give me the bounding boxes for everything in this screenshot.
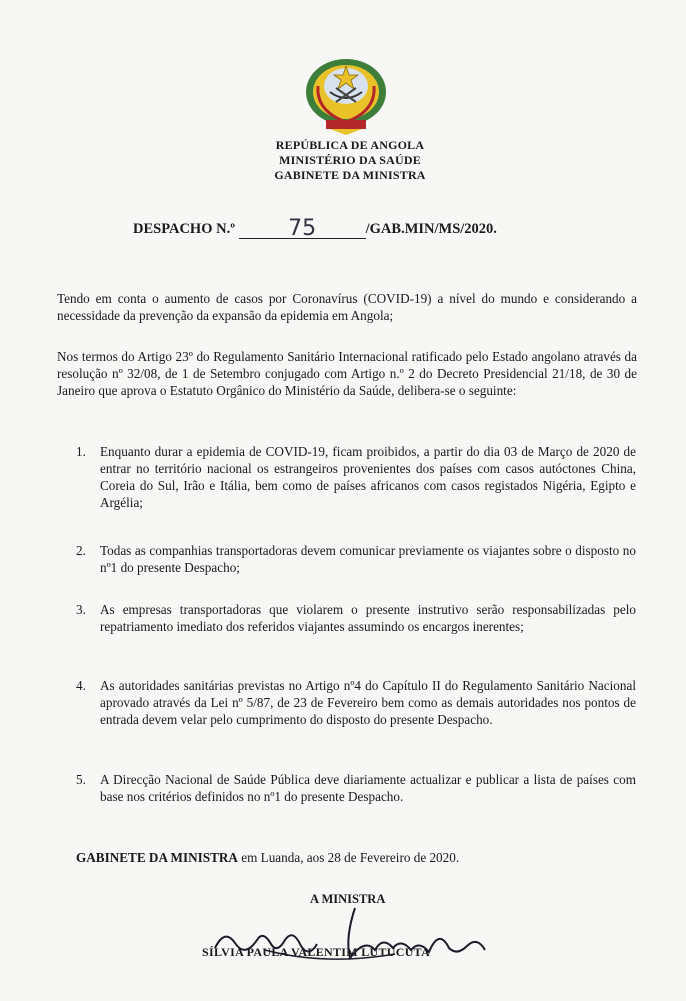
list-item-text: Todas as companhias transportadoras devem comunicar previamente os viajantes sobre o disposto no nº1 do presente Despacho; bbox=[100, 543, 636, 575]
despacho-prefix: DESPACHO N.º bbox=[133, 221, 235, 237]
list-item-number: 5. bbox=[76, 772, 86, 787]
handwritten-signature bbox=[205, 888, 515, 978]
despacho-suffix: /GAB.MIN/MS/2020. bbox=[365, 221, 497, 237]
list-item-text: A Direcção Nacional de Saúde Pública deve diariamente actualizar e publicar a lista de países com base nos critérios definidos no nº1 do presente Despacho. bbox=[100, 772, 636, 804]
list-item bbox=[76, 542, 636, 576]
list-item-number: 4. bbox=[76, 678, 86, 693]
list-item-number: 1. bbox=[76, 444, 86, 459]
legal-basis-paragraph: Nos termos do Artigo 23º do Regulamento Sanitário Internacional ratificado pelo Estado angolano através da resolução nº 32/08, de 1 de Setembro conjugado com Artigo n.º 2 do Decreto Presidencial 21/18, de 30 de Janeiro que aprova o Estatuto Orgânico do Ministério da Saúde, delibera-se o seguinte: bbox=[57, 349, 637, 398]
header-cabinet: GABINETE DA MINISTRA bbox=[274, 168, 426, 182]
list-item-text: As autoridades sanitárias previstas no Artigo nº4 do Capítulo II do Regulamento Sanitário Nacional aprovado através da Lei nº 5/87, de 23 de Fevereiro bem como as demais autoridades nos pontos de entrada devem velar pelo cumprimento do disposto do presente Despacho. bbox=[100, 678, 636, 727]
header-ministry: MINISTÉRIO DA SAÚDE bbox=[279, 153, 421, 167]
list-item bbox=[76, 677, 636, 728]
ministry-header bbox=[0, 138, 686, 183]
list-item-number: 2. bbox=[76, 543, 86, 558]
angola-coat-of-arms-icon bbox=[302, 56, 390, 136]
list-item bbox=[76, 443, 636, 511]
list-item bbox=[76, 601, 636, 635]
closing-line bbox=[76, 850, 459, 866]
despacho-title bbox=[133, 216, 497, 241]
list-item-text: As empresas transportadoras que violarem o presente instrutivo serão responsabilizadas pelo repatriamento imediato dos referidos viajantes assumindo os encargos inerentes; bbox=[100, 602, 636, 634]
closing-place-date: em Luanda, aos 28 de Fevereiro de 2020. bbox=[237, 850, 460, 865]
list-item bbox=[76, 771, 636, 805]
despacho-number: 75 bbox=[239, 220, 366, 239]
signatory-name: SÍLVIA PAULA VALENTIM LUTUCUTA bbox=[202, 945, 431, 959]
signatory-title: A MINISTRA bbox=[310, 892, 386, 906]
list-item-number: 3. bbox=[76, 602, 86, 617]
intro-paragraph: Tendo em conta o aumento de casos por Coronavírus (COVID-19) a nível do mundo e considerando a necessidade da prevenção da expansão da epidemia em Angola; bbox=[57, 291, 637, 323]
header-republic: REPÚBLICA DE ANGOLA bbox=[275, 138, 425, 152]
list-item-text: Enquanto durar a epidemia de COVID-19, ficam proibidos, a partir do dia 03 de Março de 2020 de entrar no território nacional os estrangeiros provenientes dos países com casos autóctones China, Coreia do Sul, Irão e Itália, bem como de países africanos com casos registados Nigéria, Egipto e Argélia; bbox=[100, 444, 636, 510]
closing-cabinet: GABINETE DA MINISTRA bbox=[76, 850, 238, 865]
